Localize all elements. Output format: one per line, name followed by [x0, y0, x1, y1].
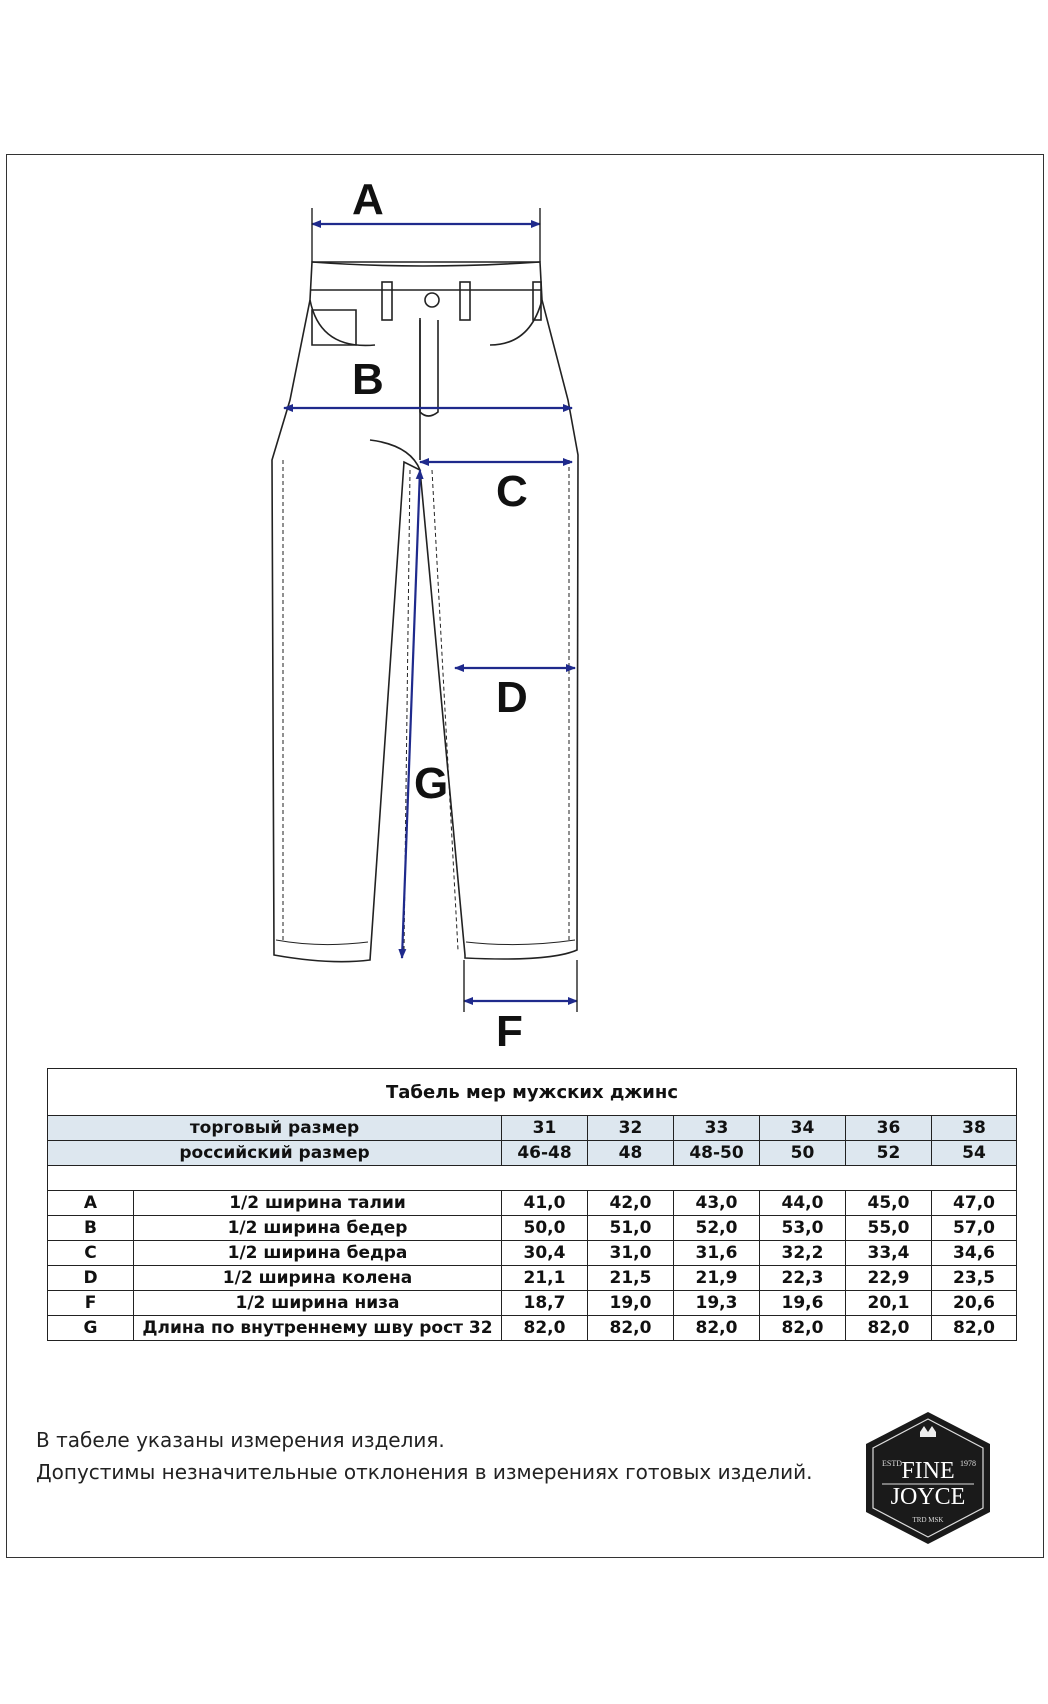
- ru-size-cell: 50: [760, 1141, 846, 1166]
- ru-size-cell: 54: [932, 1141, 1017, 1166]
- measurement-row: [48, 1291, 1017, 1316]
- measurement-value: 18,7: [502, 1291, 588, 1316]
- measurement-value: 21,5: [588, 1266, 674, 1291]
- measurement-value: 82,0: [932, 1316, 1017, 1341]
- ru-size-row: [48, 1141, 1017, 1166]
- ru-size-cell: 48: [588, 1141, 674, 1166]
- measurement-value: 33,4: [846, 1241, 932, 1266]
- measurement-value: 45,0: [846, 1191, 932, 1216]
- trade-size-cell: 31: [502, 1116, 588, 1141]
- measurement-value: 19,6: [760, 1291, 846, 1316]
- spacer-row: [48, 1166, 1017, 1191]
- label-d: D: [496, 673, 528, 722]
- measurement-code: C: [48, 1241, 134, 1266]
- measurement-name: 1/2 ширина бедер: [134, 1216, 502, 1241]
- spacer-cell: [48, 1166, 1017, 1191]
- table-title: Табель мер мужских джинс: [48, 1069, 1017, 1116]
- trade-size-cell: 33: [674, 1116, 760, 1141]
- trade-size-cell: 32: [588, 1116, 674, 1141]
- trade-size-cell: 38: [932, 1116, 1017, 1141]
- measurement-value: 23,5: [932, 1266, 1017, 1291]
- measurement-name: 1/2 ширина бедра: [134, 1241, 502, 1266]
- measurement-value: 50,0: [502, 1216, 588, 1241]
- measurement-value: 47,0: [932, 1191, 1017, 1216]
- measurement-value: 30,4: [502, 1241, 588, 1266]
- trade-size-cell: 36: [846, 1116, 932, 1141]
- measurement-name: 1/2 ширина низа: [134, 1291, 502, 1316]
- measurement-code: F: [48, 1291, 134, 1316]
- measurement-value: 19,0: [588, 1291, 674, 1316]
- measurement-code: B: [48, 1216, 134, 1241]
- note-line-1: В табеле указаны измерения изделия.: [36, 1428, 445, 1452]
- measurement-code: G: [48, 1316, 134, 1341]
- measurement-code: D: [48, 1266, 134, 1291]
- measurement-value: 57,0: [932, 1216, 1017, 1241]
- label-g: G: [414, 759, 449, 808]
- label-b: B: [352, 355, 384, 404]
- measurement-value: 51,0: [588, 1216, 674, 1241]
- measurement-value: 82,0: [674, 1316, 760, 1341]
- measurement-row: [48, 1266, 1017, 1291]
- jeans-outline: [272, 262, 578, 962]
- notes: [36, 1424, 812, 1488]
- measurement-value: 43,0: [674, 1191, 760, 1216]
- logo-base-text: TRD MSK: [912, 1516, 944, 1524]
- trade-size-label: торговый размер: [48, 1116, 502, 1141]
- measurement-value: 42,0: [588, 1191, 674, 1216]
- measurement-code: A: [48, 1191, 134, 1216]
- measurement-value: 41,0: [502, 1191, 588, 1216]
- measurement-row: [48, 1241, 1017, 1266]
- logo-right-text: 1978: [960, 1459, 976, 1468]
- measurement-arrows: [284, 224, 577, 1001]
- measurement-value: 32,2: [760, 1241, 846, 1266]
- measurement-value: 22,3: [760, 1266, 846, 1291]
- label-c: C: [496, 467, 528, 516]
- ru-size-cell: 46-48: [502, 1141, 588, 1166]
- logo-word-top: FINE: [901, 1458, 955, 1484]
- ru-size-cell: 52: [846, 1141, 932, 1166]
- trade-size-cell: 34: [760, 1116, 846, 1141]
- measurement-value: 22,9: [846, 1266, 932, 1291]
- measurement-name: Длина по внутреннему шву рост 32: [134, 1316, 502, 1341]
- measurement-value: 53,0: [760, 1216, 846, 1241]
- measurement-value: 21,1: [502, 1266, 588, 1291]
- arrow-g: [402, 470, 420, 958]
- measurement-value: 19,3: [674, 1291, 760, 1316]
- measurement-name: 1/2 ширина колена: [134, 1266, 502, 1291]
- measurement-value: 82,0: [502, 1316, 588, 1341]
- measurement-row: [48, 1216, 1017, 1241]
- measurement-value: 20,1: [846, 1291, 932, 1316]
- measurement-value: 44,0: [760, 1191, 846, 1216]
- measurement-value: 82,0: [846, 1316, 932, 1341]
- label-f: F: [496, 1007, 523, 1056]
- measurement-value: 21,9: [674, 1266, 760, 1291]
- measurement-value: 31,6: [674, 1241, 760, 1266]
- logo-left-text: ESTD: [882, 1459, 902, 1468]
- label-a: A: [352, 175, 384, 224]
- measurement-value: 20,6: [932, 1291, 1017, 1316]
- measurement-value: 82,0: [760, 1316, 846, 1341]
- measurement-value: 82,0: [588, 1316, 674, 1341]
- measurement-row: [48, 1316, 1017, 1341]
- fine-joyce-logo: [858, 1410, 998, 1546]
- measurement-value: 55,0: [846, 1216, 932, 1241]
- measurement-row: [48, 1191, 1017, 1216]
- trade-size-row: [48, 1116, 1017, 1141]
- note-line-2: Допустимы незначительные отклонения в измерениях готовых изделий.: [36, 1460, 813, 1484]
- ru-size-cell: 48-50: [674, 1141, 760, 1166]
- logo-word-bottom: JOYCE: [890, 1484, 966, 1510]
- size-table: [47, 1068, 1017, 1341]
- ru-size-label: российский размер: [48, 1141, 502, 1166]
- measurement-value: 52,0: [674, 1216, 760, 1241]
- measurement-name: 1/2 ширина талии: [134, 1191, 502, 1216]
- measurement-value: 34,6: [932, 1241, 1017, 1266]
- measurement-value: 31,0: [588, 1241, 674, 1266]
